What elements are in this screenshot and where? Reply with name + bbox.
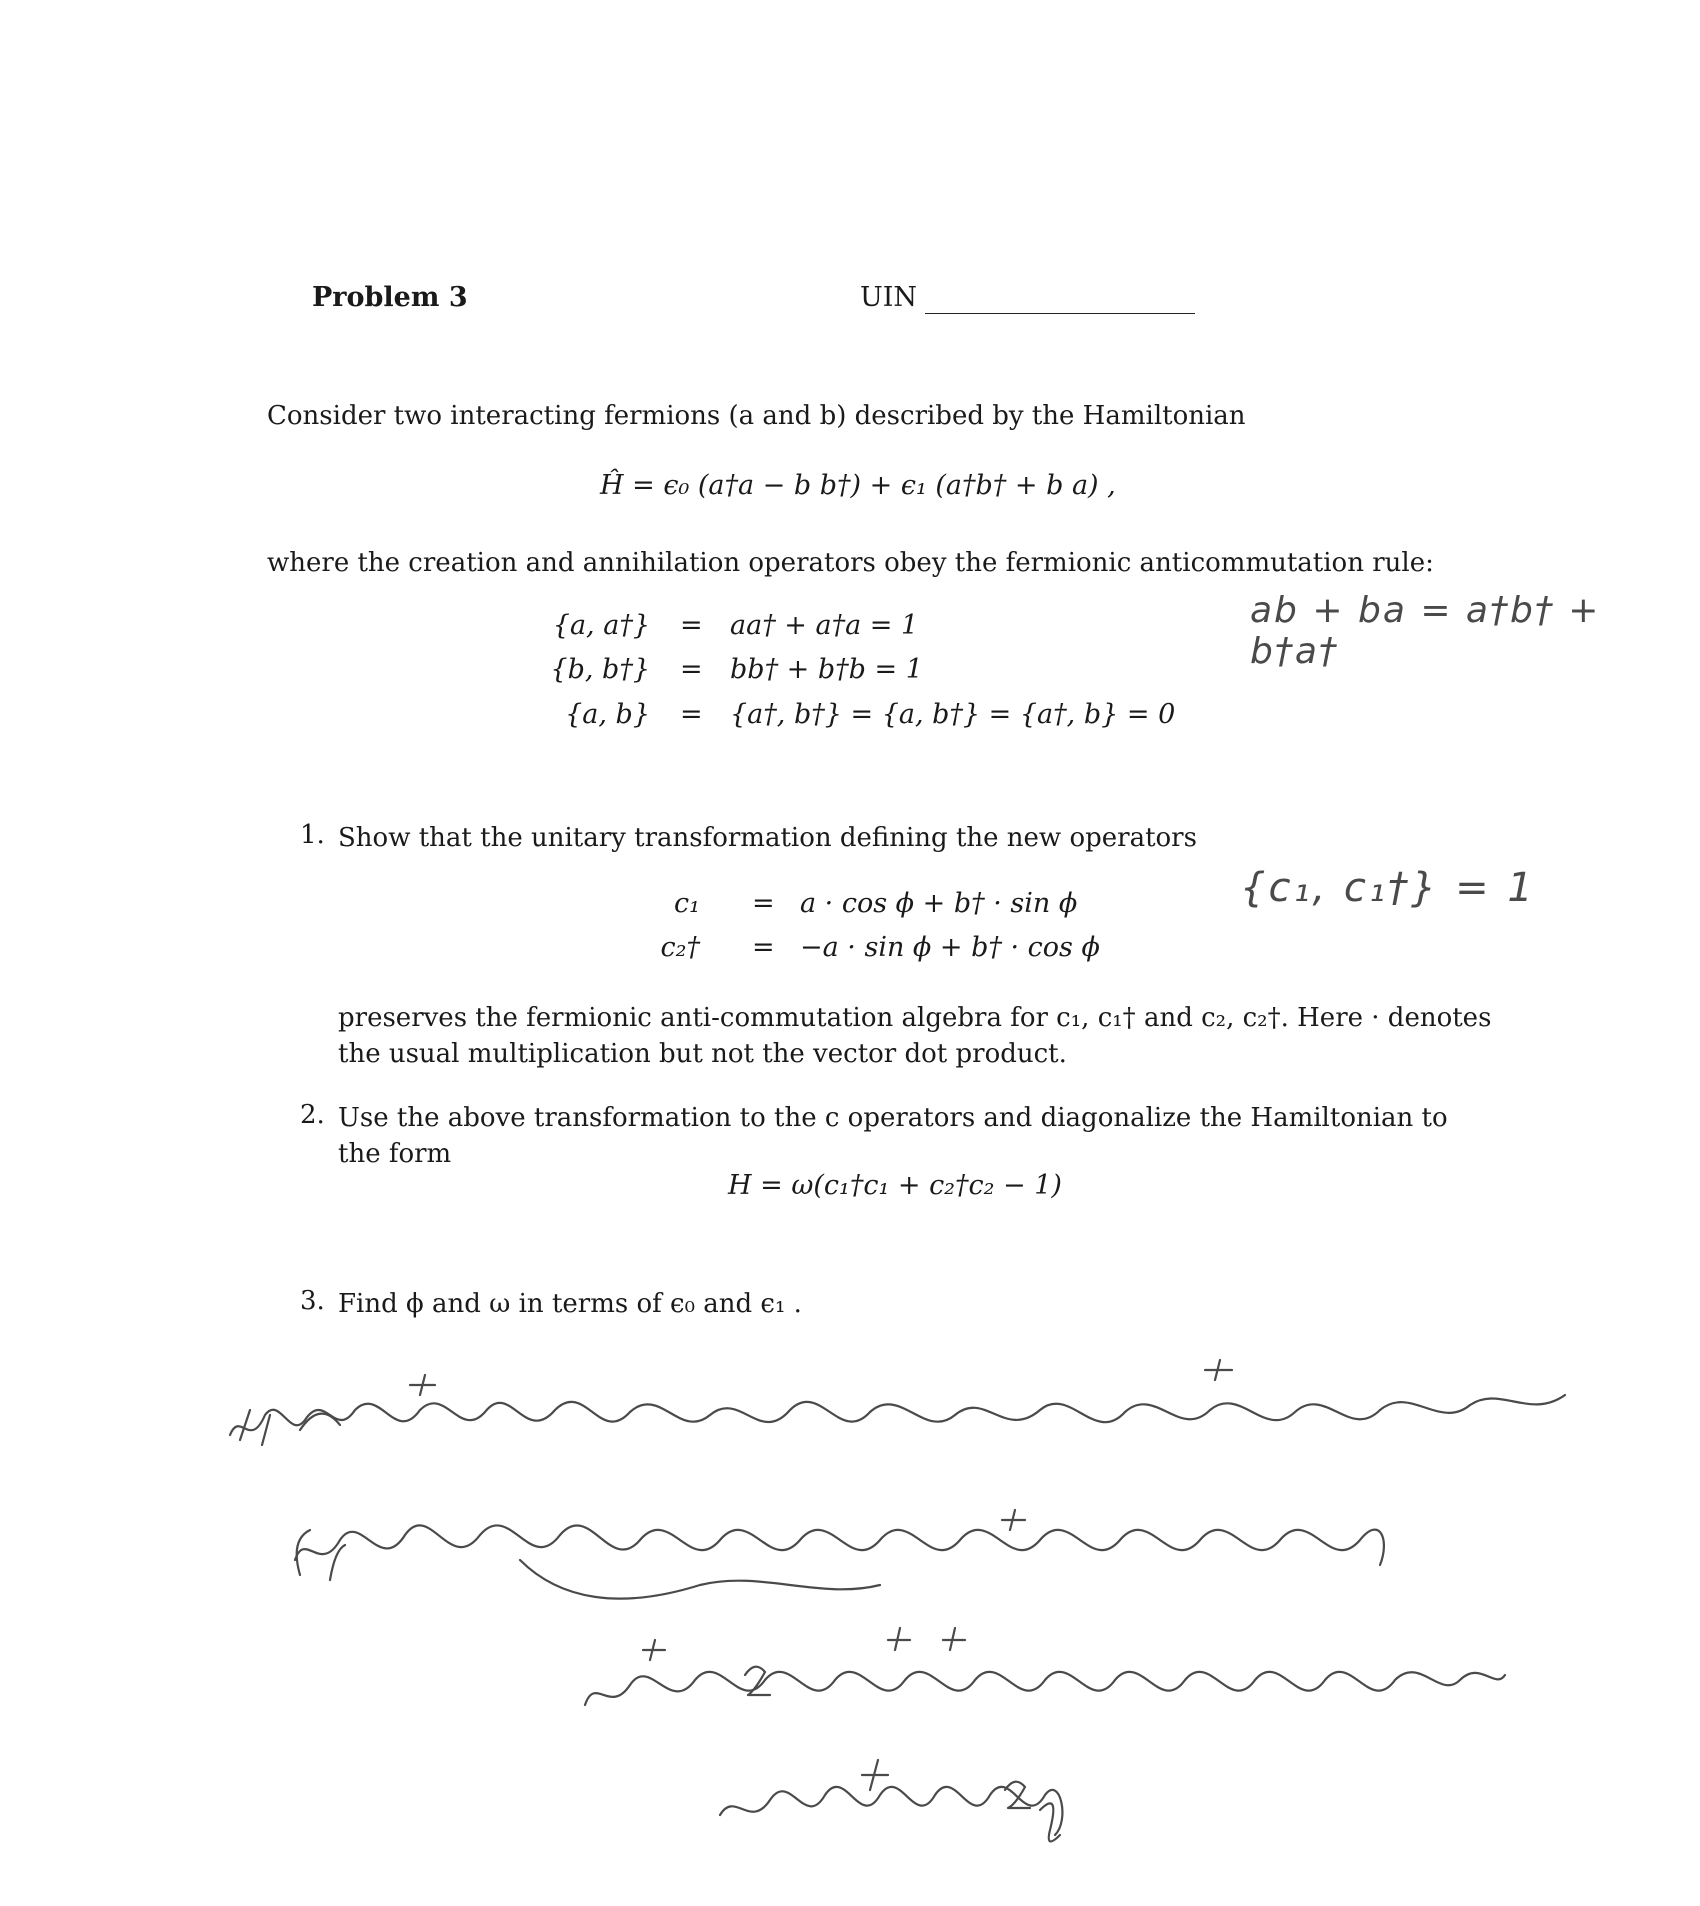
item-3-text: Find ϕ and ω in terms of ϵ₀ and ϵ₁ . bbox=[338, 1289, 802, 1319]
item-number: 2. bbox=[300, 1100, 325, 1130]
anticommutator-lhs: {a, a†} bbox=[552, 610, 650, 641]
transform-rhs: a · cos ϕ + b† · sin ϕ bbox=[800, 888, 1078, 919]
problem-title: Problem 3 bbox=[312, 282, 468, 313]
hamiltonian-equation: Ĥ = ϵ₀ (a†a − b b†) + ϵ₁ (a†b† + b a) , bbox=[600, 470, 1116, 501]
handwritten-note-c1: {c₁, c₁†} = 1 bbox=[1240, 865, 1536, 911]
scribble-line-2 bbox=[295, 1525, 1384, 1565]
handwritten-note-anticommutator: ab + ba = a†b† + b†a† bbox=[1250, 590, 1601, 672]
anticommutator-eq: = bbox=[680, 610, 703, 641]
transform-rhs: −a · sin ϕ + b† · cos ϕ bbox=[800, 932, 1100, 963]
transform-eq: = bbox=[752, 888, 775, 919]
anticommutation-rule-text: where the creation and annihilation operators obey the fermionic anticommutation rule: bbox=[267, 548, 1434, 578]
diagonal-hamiltonian-equation: H = ω(c₁†c₁ + c₂†c₂ − 1) bbox=[728, 1170, 1062, 1201]
anticommutator-lhs: {b, b†} bbox=[550, 654, 650, 685]
anticommutator-rhs: bb† + b†b = 1 bbox=[730, 654, 923, 685]
scribble-line-3 bbox=[585, 1672, 1505, 1705]
anticommutator-eq: = bbox=[680, 654, 703, 685]
anticommutator-rhs: {a†, b†} = {a, b†} = {a†, b} = 0 bbox=[730, 699, 1176, 730]
item-2-text-line-1: Use the above transformation to the c operators and diagonalize the Hamiltonian to bbox=[338, 1103, 1448, 1133]
item-2-text-line-2: the form bbox=[338, 1139, 452, 1169]
anticommutator-eq: = bbox=[680, 699, 703, 730]
scribble-line-4 bbox=[720, 1787, 1062, 1835]
anticommutator-rhs: aa† + a†a = 1 bbox=[730, 610, 919, 641]
item-number: 3. bbox=[300, 1286, 325, 1316]
item-1-followup-line-1: preserves the fermionic anti-commutation algebra for c₁, c₁† and c₂, c₂†. Here · denotes bbox=[338, 1003, 1492, 1033]
item-1-text: Show that the unitary transformation defining the new operators bbox=[338, 823, 1197, 853]
uin-label: UIN bbox=[860, 282, 918, 313]
scribble-line-1 bbox=[230, 1395, 1565, 1435]
intro-text: Consider two interacting fermions (a and b) described by the Hamiltonian bbox=[267, 401, 1246, 431]
item-number: 1. bbox=[300, 820, 325, 850]
transform-lhs: c₁ bbox=[674, 888, 700, 919]
anticommutator-lhs: {a, b} bbox=[565, 699, 650, 730]
transform-eq: = bbox=[752, 932, 775, 963]
transform-lhs: c₂† bbox=[660, 932, 700, 963]
item-1-followup-line-2: the usual multiplication but not the vector dot product. bbox=[338, 1039, 1067, 1069]
